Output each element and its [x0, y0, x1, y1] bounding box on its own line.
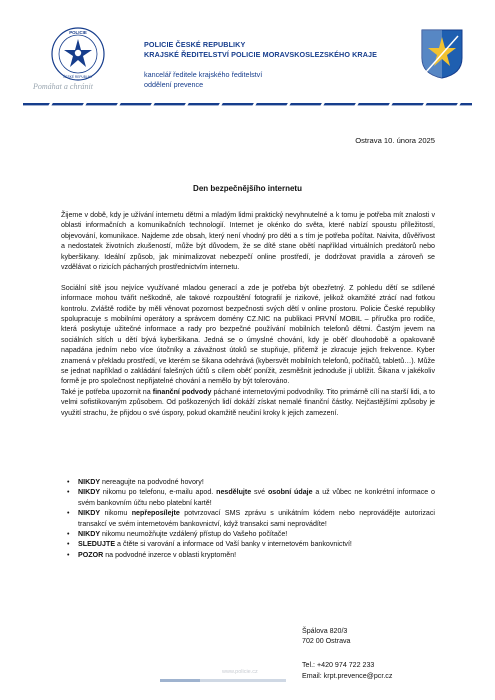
paragraph-2: Sociální sítě jsou nejvíce využívané mladou generací a zde je potřeba být obezřetný. Z pohledu dětí se sdílené informace mohou tvářit neškodně, ale takové rozpouštění fotografií je rizikové, jelikož okamžité ztrácí nad fotkou kontrolu. Zvláště rodiče by měli věnovat pozornost bezpečnosti svých dětí v online prostoru. Policie České republiky spolupracuje s mobilními operátory a správcem domény CZ.NIC na publikaci PRVNÍ MOBIL – příručka pro rodiče, která poskytuje užitečné informace a rady pro bezpečné používání mobilních telefonů dětmi. Častým jevem na sociálních sítích u dětí bývá kyberšikana. Jedná se o úmyslné chování, kdy je oběť dlouhodobě a opakovaně napadána jedním nebo více útočníky a závažnost útoků se stupňuje, přičemž je zkracuje jejich frekvence. Kyber znamená v překladu prostředí, ve kterém se šikana odehrává (kybersvět mobilních telefonů, počítačů, tabletů…). Může se jednat například o zakládání falešných účtů s cílem oběť ponížit, zesměšnit jednoduše jí ublížit. Šikana v jakékoliv formě je pro společnost nepřijatelné chování a nemělo by být tolerováno.: [61, 283, 435, 386]
badge-text-bottom: ČESKÉ REPUBLIKY: [63, 75, 93, 79]
list-item: [61, 529, 435, 539]
contact-phone: Tel.: +420 974 722 233: [302, 661, 375, 669]
bullet-keyword: NIKDY: [78, 478, 101, 486]
motto: Pomáhat a chránit: [33, 82, 93, 91]
footer-divider-stripe: [160, 679, 286, 682]
office-line-2: oddělení prevence: [144, 79, 204, 89]
organization-name: [144, 40, 377, 60]
address-city: 702 00 Ostrava: [302, 637, 351, 646]
address-street: Špálova 820/3: [302, 627, 348, 635]
warning-list: [61, 477, 435, 560]
bullet-text: a čtěte si varování a informace od Vaší banky v internetovém bankovnictví!: [115, 540, 352, 549]
bullet-keyword: NIKDY: [78, 509, 101, 518]
header-divider-stripe: [23, 101, 472, 107]
list-item: [61, 477, 435, 487]
bullet-keyword: nesdělujte: [216, 488, 252, 497]
sender-contact: [302, 660, 392, 682]
contact-email[interactable]: Email: krpt.prevence@pcr.cz: [302, 672, 393, 680]
bullet-text: potvrzovací SMS zprávu s unikátním kódem nebo neprovádějte autorizaci transakcí ve svém internetovém bankovnictví, když transakci sami neprovádíte!: [78, 509, 435, 528]
regional-emblem-logo: [420, 28, 464, 80]
bullet-keyword: nepřeposílejte: [131, 509, 180, 518]
bullet-text: nikomu neumožňujte vzdálený přístup do Vašeho počítače!: [100, 530, 288, 539]
bullet-icon: •: [67, 488, 70, 497]
org-line-1: POLICIE ČESKÉ REPUBLIKY: [144, 40, 246, 49]
bullet-icon: •: [67, 509, 70, 518]
p3-bold-term: finanční podvody: [152, 387, 212, 396]
badge-text-top: POLICIE: [69, 30, 87, 35]
bullet-keyword: NIKDY: [78, 530, 101, 539]
footer-website-link[interactable]: www.policie.cz: [222, 669, 258, 675]
bullet-keyword: osobní údaje: [267, 488, 313, 497]
paragraph-1: Žijeme v době, kdy je užívání internetu dětmi a mladým lidmi praktický nevyhnutelné a k tomu je potřeba mít znalosti v oblasti informačních a komunikačních technologií. Internet je okénko do světa, které nabízí spoustu příležitostí, objevování, komunikace. Najdeme zde obsah, který není vhodný pro děti a s tím je potřeba počítat. Naivita, důvěřivost a nedostatek životních zkušeností, může být důvodem, že se dítě stane obětí například virtuálních predátorů nebo kyberšikany. Ideální způsob, jak minimalizovat nebezpečí online prostředí, je dodržovat pravidla a zároveň se vzdělávat o rizicích páchaných prostřednictvím internetu.: [61, 211, 435, 272]
bullet-text: nikomu: [100, 509, 132, 518]
bullet-icon: •: [67, 550, 70, 559]
bullet-icon: •: [67, 540, 70, 549]
office-line-1: kancelář ředitele krajského ředitelství: [144, 70, 263, 79]
letter-body: [61, 210, 435, 429]
bullet-keyword: POZOR: [78, 550, 104, 559]
letter-date: Ostrava 10. února 2025: [355, 136, 435, 145]
list-item: [61, 550, 435, 560]
list-item: [61, 508, 435, 529]
bullet-keyword: NIKDY: [78, 488, 101, 497]
bullet-text: své: [251, 488, 268, 497]
list-item: [61, 539, 435, 549]
bullet-text: nikomu po telefonu, e-mailu apod.: [100, 488, 217, 497]
document-title: Den bezpečnějšího internetu: [193, 184, 302, 193]
p3-text-end: páchané internetovými podvodníky. Tito primárně cílí na starší lidi, a to velmi sofistikovaným způsobem. Od poškozených lidí dokáží získat nemalé finanční částky. Nejčastějšími způsoby je využití strachu, že přijdou o své úspory, pokud okamžitě neučiní kroky k jejich zamezení.: [61, 387, 435, 417]
bullet-keyword: SLEDUJTE: [78, 540, 116, 549]
sender-address: [302, 626, 351, 647]
bullet-icon: •: [67, 530, 70, 539]
p3-text-start: Také je potřeba upozornit na: [61, 387, 153, 396]
bullet-text: na podvodné inzerce v oblasti kryptoměn!: [103, 550, 237, 559]
police-badge-logo: [50, 26, 106, 82]
bullet-icon: •: [67, 478, 70, 486]
org-line-2: KRAJSKÉ ŘEDITELSTVÍ POLICIE MORAVSKOSLEZSKÉHO KRAJE: [144, 50, 377, 59]
list-item: [61, 487, 435, 508]
office-name: [144, 70, 262, 89]
bullet-text: nereagujte na podvodné hovory!: [100, 478, 204, 486]
paragraph-3: [61, 387, 435, 418]
bullet-text: a už vůbec ne konkrétní informace o svém bankovním účtu nebo platební kartě!: [78, 488, 436, 507]
